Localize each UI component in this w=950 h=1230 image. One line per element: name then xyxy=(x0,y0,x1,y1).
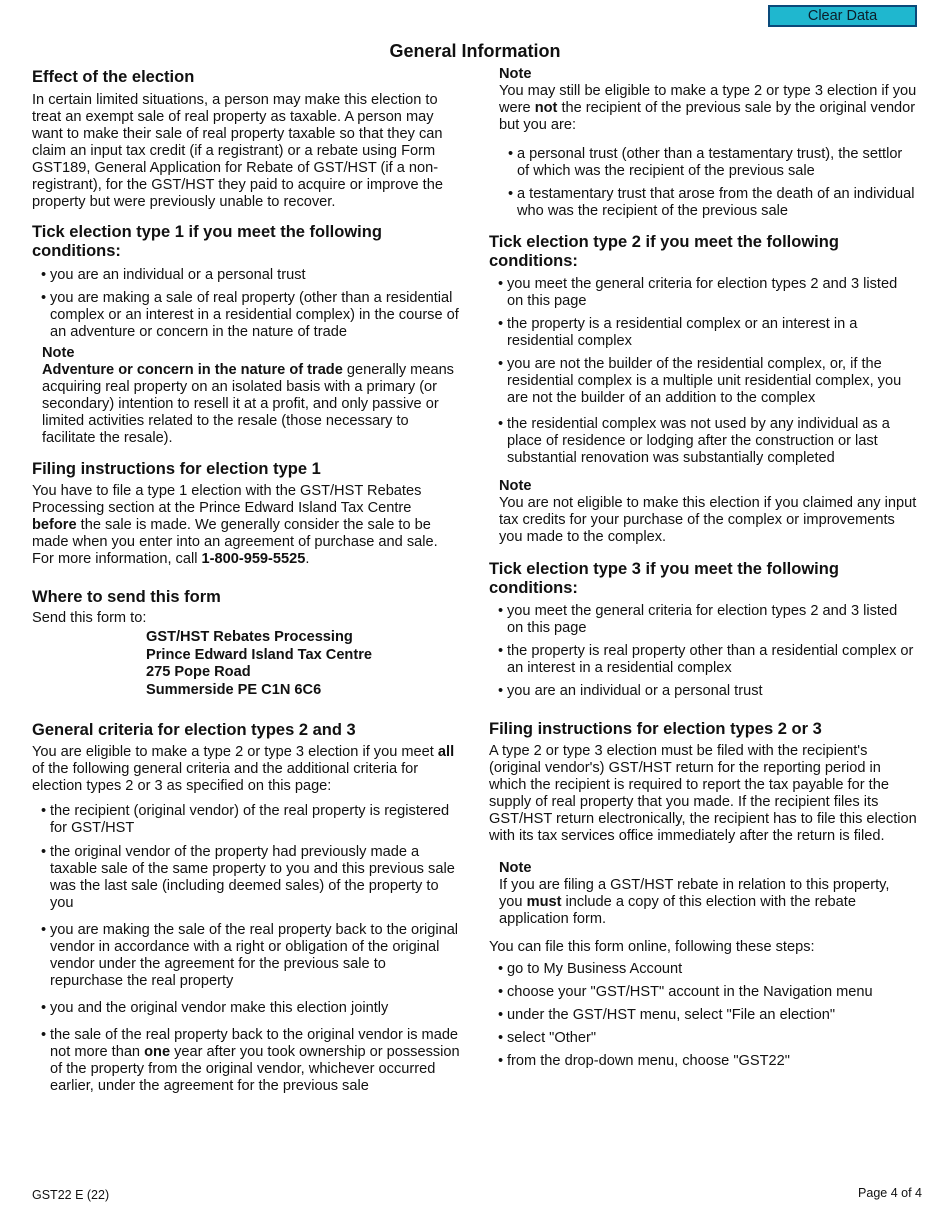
page-title: General Information xyxy=(389,41,561,61)
general-criteria-section xyxy=(32,721,460,1095)
type3-heading: Tick election type 3 if you meet the following conditions: xyxy=(489,560,839,597)
list-item: • the property is real property other than a residential complex or an interest in a residential complex xyxy=(489,643,917,677)
filing23-note xyxy=(489,860,917,928)
type1-heading: Tick election type 1 if you meet the following conditions: xyxy=(32,223,382,260)
filing1-text-c: . xyxy=(305,551,310,567)
left-column xyxy=(32,66,460,1095)
filing23-text: A type 2 or type 3 election must be filed with the recipient's (original vendor's) GST/HST return for the reporting period in which the recipient is required to report the tax payable for the supply of real property that you made. If the recipient files its GST/HST return electronically, the recipient has to file this election with its tax services office immediately after the return is filed. xyxy=(489,743,917,844)
note-label: Note xyxy=(499,860,532,876)
address-line: Summerside PE C1N 6C6 xyxy=(146,681,322,698)
list-item: • the residential complex was not used by any individual as a place of residence or lodging after the construction or last substantial renovation was substantially completed xyxy=(489,416,917,467)
top-note-section xyxy=(489,66,917,220)
form-identifier: GST22 E (22) xyxy=(32,1188,110,1202)
filing1-before: before xyxy=(32,517,77,533)
filing-type1-section xyxy=(32,460,460,568)
effect-heading: Effect of the election xyxy=(32,68,195,86)
top-note-text xyxy=(499,83,917,134)
filing1-heading: Filing instructions for election type 1 xyxy=(32,460,321,478)
list-item: • you meet the general criteria for election types 2 and 3 listed on this page xyxy=(489,603,917,637)
list-item: • you are an individual or a personal trust xyxy=(489,683,917,700)
type2-note xyxy=(489,478,917,546)
send-intro: Send this form to: xyxy=(32,610,147,626)
list-item: • you and the original vendor make this election jointly xyxy=(32,1000,460,1017)
type2-note-text: You are not eligible to make this election if you claimed any input tax credits for your purchase of the complex or improvements you made to the complex. xyxy=(499,495,917,545)
filing1-text-a: You have to file a type 1 election with the GST/HST Rebates Processing section at the Prince Edward Island Tax Centre xyxy=(32,483,422,516)
right-column xyxy=(489,66,917,1070)
page-number: Page 4 of 4 xyxy=(858,1186,922,1200)
address-line: 275 Pope Road xyxy=(146,664,251,680)
note-label: Note xyxy=(499,66,532,82)
type1-list xyxy=(32,267,460,341)
list-item: • a testamentary trust that arose from the death of an individual who was the recipient of the previous sale xyxy=(499,186,917,220)
type1-note xyxy=(32,345,460,447)
criteria-all: all xyxy=(437,744,455,760)
address-line: GST/HST Rebates Processing xyxy=(146,629,353,645)
criteria-list xyxy=(32,803,460,1095)
list-item: • you are making the sale of the real property back to the original vendor in accordance with a right or obligation of the original vendor under the agreement for the previous sale to repurchase the real property xyxy=(32,922,460,990)
election-type3-section xyxy=(489,560,917,700)
list-item: • a personal trust (other than a testamentary trust), the settlor of which was the recipient of the previous sale xyxy=(499,146,917,180)
clear-data-button[interactable]: Clear Data xyxy=(768,5,917,27)
list-item: • the recipient (original vendor) of the real property is registered for GST/HST xyxy=(32,803,460,837)
effect-text: In certain limited situations, a person may make this election to treat an exempt sale of real property as taxable. A person may want to make their sale of real property taxable so that they can claim an input tax credit (if a registrant) or a rebate using Form GST189, General Application for Rebate of GST/HST (if a non-registrant), for the GST/HST they paid to acquire or improve the property but were previously unable to recover. xyxy=(32,92,443,210)
top-note-b: the recipient of the previous sale by the original vendor but you are: xyxy=(499,100,916,133)
list-item: • choose your "GST/HST" account in the Navigation menu xyxy=(489,984,917,1001)
list-item: • you meet the general criteria for election types 2 and 3 listed on this page xyxy=(489,276,917,310)
online-intro: You can file this form online, following these steps: xyxy=(489,939,815,955)
last-item-a: the sale of the real property back to the original vendor is made not more than xyxy=(50,1027,459,1060)
type1-note-text xyxy=(42,362,460,447)
filing23-note-must: must xyxy=(526,894,562,910)
filing23-note-a: If you are filing a GST/HST rebate in relation to this property, you xyxy=(499,877,890,910)
list-item: • you are making a sale of real property (other than a residential complex or an interest in a residential complex) in the course of an adventure or concern in the nature of trade xyxy=(32,290,460,341)
effect-of-election-section xyxy=(32,68,460,211)
criteria-intro xyxy=(32,744,460,795)
election-type1-section xyxy=(32,223,460,447)
list-item: • go to My Business Account xyxy=(489,961,917,978)
filing23-heading: Filing instructions for election types 2 or 3 xyxy=(489,720,822,738)
note-bold-term: Adventure or concern in the nature of trade xyxy=(42,362,343,378)
list-item: • the property is a residential complex or an interest in a residential complex xyxy=(489,316,917,350)
criteria-intro-a: You are eligible to make a type 2 or type 3 election if you meet xyxy=(32,744,438,760)
top-note-list xyxy=(499,146,917,220)
list-item: • you are an individual or a personal trust xyxy=(32,267,460,284)
top-note-a: You may still be eligible to make a type 2 or type 3 election if you were xyxy=(499,83,917,116)
list-item xyxy=(32,1027,460,1095)
list-item: • under the GST/HST menu, select "File an election" xyxy=(489,1007,917,1024)
top-note-not: not xyxy=(534,100,558,116)
last-item-one: one xyxy=(144,1044,171,1060)
filing-type23-section xyxy=(489,720,917,1070)
mailing-address xyxy=(32,629,460,699)
filing23-note-b: include a copy of this election with the rebate application form. xyxy=(499,894,856,927)
filing1-text-b: the sale is made. We generally consider the sale to be made when you enter into an agreement of purchase and sale. For more information, call xyxy=(32,517,438,567)
list-item: • you are not the builder of the residential complex, or, if the residential complex is a multiple unit residential complex, you are not the builder of an addition to the complex xyxy=(489,356,917,407)
filing23-note-text xyxy=(499,877,917,928)
criteria-heading: General criteria for election types 2 and 3 xyxy=(32,721,356,739)
filing1-text xyxy=(32,483,460,568)
type3-list xyxy=(489,603,917,700)
online-steps-list xyxy=(489,961,917,1070)
election-type2-section xyxy=(489,233,917,546)
note-text: generally means acquiring real property on an isolated basis with a primary (or secondary) intention to resell it at a profit, and only passive or limited activities related to the resale (those necessary to facilitate the resale). xyxy=(42,362,454,446)
send-heading: Where to send this form xyxy=(32,588,221,606)
phone-number: 1-800-959-5525 xyxy=(201,551,306,567)
list-item: • from the drop-down menu, choose "GST22" xyxy=(489,1053,917,1070)
list-item: • the original vendor of the property had previously made a taxable sale of the same property to you and this previous sale was the last sale (including deemed sales) of the property to you xyxy=(32,844,460,912)
list-item: • select "Other" xyxy=(489,1030,917,1047)
type2-list xyxy=(489,276,917,467)
note-label: Note xyxy=(42,345,75,361)
note-label: Note xyxy=(499,478,532,494)
where-to-send-section xyxy=(32,588,460,699)
criteria-intro-b: of the following general criteria and the additional criteria for election types 2 or 3 as specified on this page: xyxy=(32,761,419,794)
last-item-b: year after you took ownership or possession of the property from the original vendor, whichever occurred earlier, under the agreement for the previous sale xyxy=(50,1044,460,1094)
address-line: Prince Edward Island Tax Centre xyxy=(146,646,373,663)
type2-heading: Tick election type 2 if you meet the following conditions: xyxy=(489,233,839,270)
